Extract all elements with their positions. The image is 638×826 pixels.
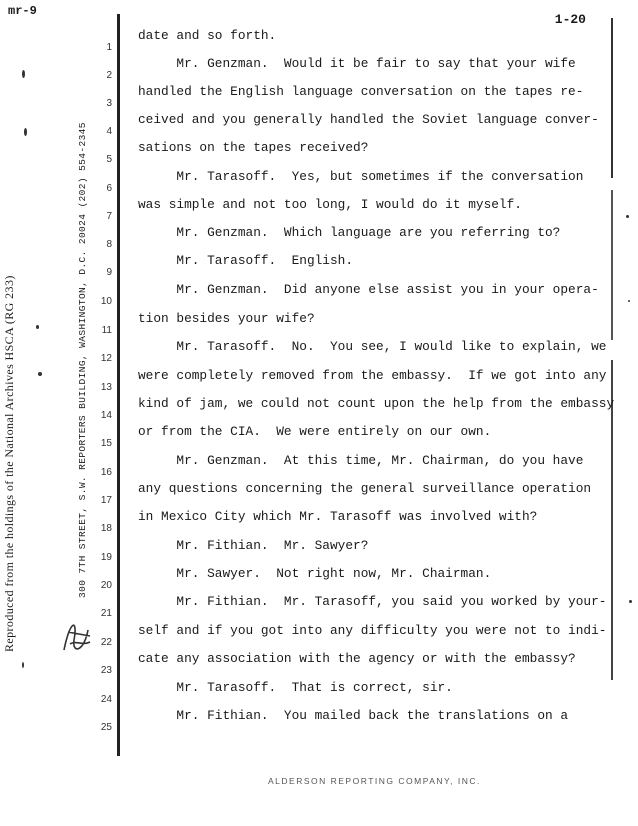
transcript-line: Mr. Tarasoff. No. You see, I would like to explain, we [138, 339, 607, 354]
scan-mark [22, 662, 24, 668]
transcript-line: self and if you got into any difficulty you were not to indi- [138, 623, 607, 638]
scan-mark [22, 70, 25, 78]
line-number: 24 [100, 694, 112, 705]
line-number: 22 [100, 637, 112, 648]
page-number: 1-20 [554, 12, 586, 27]
left-margin-rule [117, 14, 120, 756]
line-number: 6 [106, 183, 112, 194]
transcript-line: date and so forth. [138, 28, 277, 43]
line-number: 17 [100, 495, 112, 506]
transcript-line: Mr. Genzman. Which language are you referring to? [138, 225, 561, 240]
line-number: 10 [100, 296, 112, 307]
transcript-line: Mr. Fithian. Mr. Tarasoff, you said you worked by your- [138, 594, 607, 609]
line-number: 12 [100, 353, 112, 364]
transcript-line: in Mexico City which Mr. Tarasoff was involved with? [138, 509, 538, 524]
line-number: 23 [100, 665, 112, 676]
scan-mark [38, 372, 42, 376]
transcript-line: tion besides your wife? [138, 311, 315, 326]
line-number: 25 [100, 722, 112, 733]
transcript-line: Mr. Fithian. Mr. Sawyer? [138, 538, 369, 553]
reporter-address: 300 7TH STREET, S.W. REPORTERS BUILDING, WASHINGTON, D.C. 20024 (202) 554-2345 [77, 122, 88, 598]
scan-mark [24, 128, 27, 136]
line-number: 7 [106, 211, 112, 222]
transcript-line: ceived and you generally handled the Soviet language conver- [138, 112, 599, 127]
transcript-line: were completely removed from the embassy. If we got into any [138, 368, 607, 383]
line-number: 4 [106, 126, 112, 137]
transcript-line: Mr. Tarasoff. English. [138, 253, 354, 268]
right-margin-rule [611, 18, 613, 178]
line-number: 19 [100, 552, 112, 563]
transcript-line: cate any association with the agency or with the embassy? [138, 651, 576, 666]
transcript-line: Mr. Genzman. At this time, Mr. Chairman, do you have [138, 453, 584, 468]
page-marker: mr-9 [8, 4, 37, 18]
scan-mark [628, 300, 630, 302]
line-number: 18 [100, 523, 112, 534]
line-number: 14 [100, 410, 112, 421]
line-number: 21 [100, 608, 112, 619]
line-number: 13 [100, 382, 112, 393]
transcript-line: any questions concerning the general surveillance operation [138, 481, 592, 496]
right-margin-rule [611, 190, 613, 340]
line-number: 9 [106, 267, 112, 278]
transcript-line: Mr. Sawyer. Not right now, Mr. Chairman. [138, 566, 492, 581]
line-number: 11 [101, 325, 112, 336]
transcript-line: Mr. Tarasoff. That is correct, sir. [138, 680, 453, 695]
transcript-line: kind of jam, we could not count upon the help from the embassy [138, 396, 615, 411]
transcript-line: sations on the tapes received? [138, 140, 369, 155]
scan-mark [626, 215, 629, 218]
line-number: 1 [106, 42, 112, 53]
line-number: 15 [100, 438, 112, 449]
reporting-company-footer: ALDERSON REPORTING COMPANY, INC. [268, 776, 481, 786]
line-number: 20 [100, 580, 112, 591]
signature-scribble [60, 610, 96, 660]
line-number: 8 [106, 239, 112, 250]
line-number: 2 [106, 70, 112, 81]
transcript-line: Mr. Genzman. Did anyone else assist you in your opera- [138, 282, 599, 297]
transcript-line: or from the CIA. We were entirely on our own. [138, 424, 492, 439]
transcript-line: Mr. Genzman. Would it be fair to say that your wife [138, 56, 576, 71]
scan-mark [36, 325, 39, 329]
transcript-line: Mr. Tarasoff. Yes, but sometimes if the conversation [138, 169, 584, 184]
line-number: 16 [100, 467, 112, 478]
archive-note: Reproduced from the holdings of the National Archives HSCA (RG 233) [2, 275, 16, 652]
line-number: 3 [106, 98, 112, 109]
transcript-line: Mr. Fithian. You mailed back the translations on a [138, 708, 569, 723]
scan-mark [629, 600, 632, 603]
transcript-line: handled the English language conversation on the tapes re- [138, 84, 584, 99]
transcript-line: was simple and not too long, I would do it myself. [138, 197, 522, 212]
line-number: 5 [106, 154, 112, 165]
